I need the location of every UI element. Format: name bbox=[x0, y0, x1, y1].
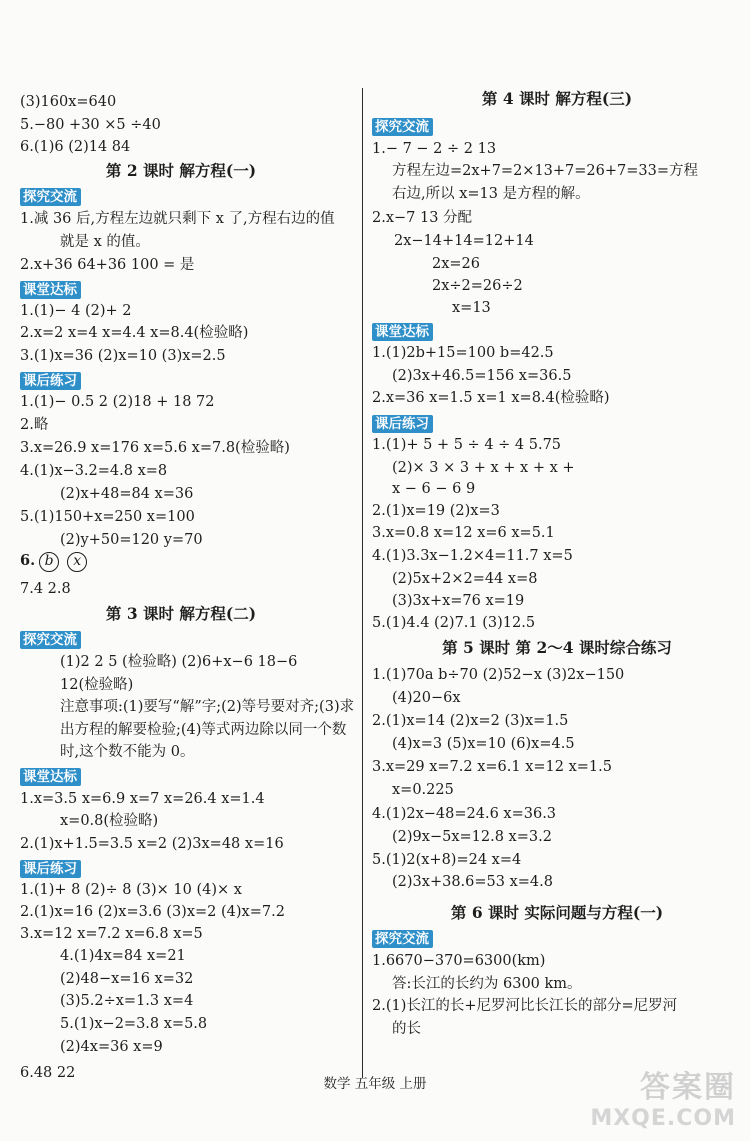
answer-number: 6. bbox=[20, 552, 36, 569]
section-tag: 课堂达标 bbox=[372, 323, 433, 341]
answer-line: (2)x+48=84 x=36 bbox=[60, 486, 194, 502]
answer-line: (2)3x+46.5=156 x=36.5 bbox=[392, 368, 572, 384]
answer-line: 方程左边=2x+7=2×13+7=26+7=33=方程 bbox=[392, 163, 699, 179]
answer-line: 2.x−7 13 分配 bbox=[372, 210, 473, 226]
answer-line: 1.x=3.5 x=6.9 x=7 x=26.4 x=1.4 bbox=[20, 791, 265, 807]
answer-line: (2)× 3 × 3 + x + x + x + bbox=[392, 460, 575, 476]
column-divider bbox=[362, 88, 363, 1078]
answer-line: 2x=26 bbox=[432, 256, 481, 272]
answer-line: 就是 x 的值。 bbox=[60, 234, 150, 250]
section-tag: 课后练习 bbox=[372, 415, 433, 433]
answer-line: 2x−14+14=12+14 bbox=[394, 233, 534, 249]
circled-answer: b bbox=[39, 552, 59, 572]
answer-line: 3.x=26.9 x=176 x=5.6 x=7.8(检验略) bbox=[20, 440, 290, 456]
answer-line: 2.(1)x=16 (2)x=3.6 (3)x=2 (4)x=7.2 bbox=[20, 904, 285, 920]
answer-line: x − 6 − 6 9 bbox=[392, 481, 476, 497]
answer-line: 答:长江的长约为 6300 km。 bbox=[392, 976, 582, 992]
watermark-url: MXQE.COM bbox=[590, 1106, 736, 1131]
answer-line: x=0.225 bbox=[392, 782, 454, 798]
answer-line: 4.(1)3.3x−1.2×4=11.7 x=5 bbox=[372, 548, 573, 564]
answer-line: (1)2 2 5 (检验略) (2)6+x−6 18−6 bbox=[60, 654, 298, 670]
lesson-heading: 第 3 课时 解方程(二) bbox=[105, 604, 257, 623]
answer-line: (3)160x=640 bbox=[20, 94, 117, 110]
answer-line: 2.(1)x=19 (2)x=3 bbox=[372, 503, 500, 519]
answer-line: 1.(1)− 4 (2)+ 2 bbox=[20, 303, 132, 319]
answer-line: 注意事项:(1)要写“解”字;(2)等号要对齐;(3)求 bbox=[60, 699, 355, 715]
watermark-logo: 答案圈 bbox=[640, 1070, 736, 1105]
answer-line: 3.x=12 x=7.2 x=6.8 x=5 bbox=[20, 926, 203, 942]
answer-line: (2)4x=36 x=9 bbox=[60, 1039, 163, 1055]
answer-line: (2)9x−5x=12.8 x=3.2 bbox=[392, 829, 552, 845]
answer-line: (3)3x+x=76 x=19 bbox=[392, 593, 525, 609]
section-tag: 课堂达标 bbox=[20, 768, 81, 786]
answer-line: 12(检验略) bbox=[60, 677, 134, 693]
answer-line: 2.x=2 x=4 x=4.4 x=8.4(检验略) bbox=[20, 325, 249, 341]
section-tag: 探究交流 bbox=[20, 631, 81, 649]
answer-line: 6.48 22 bbox=[20, 1065, 76, 1081]
answer-line: 2.x=36 x=1.5 x=1 x=8.4(检验略) bbox=[372, 390, 610, 406]
answer-line: (3)5.2÷x=1.3 x=4 bbox=[60, 993, 194, 1009]
answer-line: 5.(1)4.4 (2)7.1 (3)12.5 bbox=[372, 615, 536, 631]
answer-line: 1.(1)2b+15=100 b=42.5 bbox=[372, 345, 554, 361]
answer-line: (2)y+50=120 y=70 bbox=[60, 532, 203, 548]
answer-line: 4.(1)2x−48=24.6 x=36.3 bbox=[372, 806, 557, 822]
answer-line: x=13 bbox=[452, 300, 491, 316]
answer-line: 6.(1)6 (2)14 84 bbox=[20, 139, 131, 155]
answer-line: (4)x=3 (5)x=10 (6)x=4.5 bbox=[392, 736, 575, 752]
answer-line: 5.(1)2(x+8)=24 x=4 bbox=[372, 852, 522, 868]
watermark bbox=[590, 1062, 736, 1131]
section-tag: 课堂达标 bbox=[20, 281, 81, 299]
section-tag: 探究交流 bbox=[372, 118, 433, 136]
circled-answer: x bbox=[67, 552, 87, 572]
lesson-heading: 第 4 课时 解方程(三) bbox=[481, 89, 633, 108]
answer-line: 1.− 7 − 2 ÷ 2 13 bbox=[372, 141, 497, 157]
lesson-heading: 第 5 课时 第 2～4 课时综合练习 bbox=[442, 638, 672, 657]
answer-line: 2x÷2=26÷2 bbox=[432, 278, 523, 294]
answer-line: 2.(1)x+1.5=3.5 x=2 (2)3x=48 x=16 bbox=[20, 836, 284, 852]
answer-line: (4)20−6x bbox=[392, 690, 461, 706]
answer-line: 1.(1)70a b÷70 (2)52−x (3)2x−150 bbox=[372, 667, 625, 683]
footer-text: 数学 五年级 上册 bbox=[323, 1076, 427, 1092]
lesson-heading: 第 2 课时 解方程(一) bbox=[105, 161, 257, 180]
section-tag: 课后练习 bbox=[20, 860, 81, 878]
section-tag: 探究交流 bbox=[372, 930, 433, 948]
answer-line: 4.(1)x−3.2=4.8 x=8 bbox=[20, 463, 168, 479]
answer-line: 右边,所以 x=13 是方程的解。 bbox=[392, 186, 590, 202]
section-tag: 课后练习 bbox=[20, 372, 81, 390]
answer-line: 1.6670−370=6300(km) bbox=[372, 953, 546, 969]
answer-line: 1.(1)− 0.5 2 (2)18 + 18 72 bbox=[20, 394, 215, 410]
answer-line: 时,这个数不能为 0。 bbox=[60, 744, 195, 760]
answer-line: 3.x=29 x=7.2 x=6.1 x=12 x=1.5 bbox=[372, 759, 612, 775]
answer-line: 5.−80 +30 ×5 ÷40 bbox=[20, 117, 161, 133]
answer-line: 5.(1)150+x=250 x=100 bbox=[20, 509, 195, 525]
answer-line: 2.x+36 64+36 100 = 是 bbox=[20, 257, 195, 273]
answer-line: 2.(1)长江的长+尼罗河比长江长的部分=尼罗河 bbox=[372, 998, 678, 1014]
answer-line: 3.(1)x=36 (2)x=10 (3)x=2.5 bbox=[20, 348, 226, 364]
answer-line bbox=[20, 552, 91, 572]
answer-line: 7.4 2.8 bbox=[20, 581, 71, 597]
answer-line: 3.x=0.8 x=12 x=6 x=5.1 bbox=[372, 525, 555, 541]
answer-line: 2.略 bbox=[20, 417, 49, 433]
answer-line: 1.(1)+ 5 + 5 ÷ 4 ÷ 4 5.75 bbox=[372, 437, 562, 453]
answer-line: (2)3x+38.6=53 x=4.8 bbox=[392, 874, 553, 890]
answer-line: (2)5x+2×2=44 x=8 bbox=[392, 571, 538, 587]
lesson-heading: 第 6 课时 实际问题与方程(一) bbox=[450, 903, 664, 922]
answer-line: 2.(1)x=14 (2)x=2 (3)x=1.5 bbox=[372, 713, 569, 729]
answer-line: x=0.8(检验略) bbox=[60, 813, 159, 829]
answer-line: 5.(1)x−2=3.8 x=5.8 bbox=[60, 1016, 208, 1032]
answer-line: 出方程的解要检验;(4)等式两边除以同一个数 bbox=[60, 722, 347, 738]
section-tag: 探究交流 bbox=[20, 188, 81, 206]
answer-line: 4.(1)4x=84 x=21 bbox=[60, 948, 186, 964]
answer-line: 1.减 36 后,方程左边就只剩下 x 了,方程右边的值 bbox=[20, 211, 335, 227]
answer-line: 的长 bbox=[392, 1021, 421, 1037]
answer-line: (2)48−x=16 x=32 bbox=[60, 971, 194, 987]
answer-line: 1.(1)+ 8 (2)÷ 8 (3)× 10 (4)× x bbox=[20, 882, 242, 898]
